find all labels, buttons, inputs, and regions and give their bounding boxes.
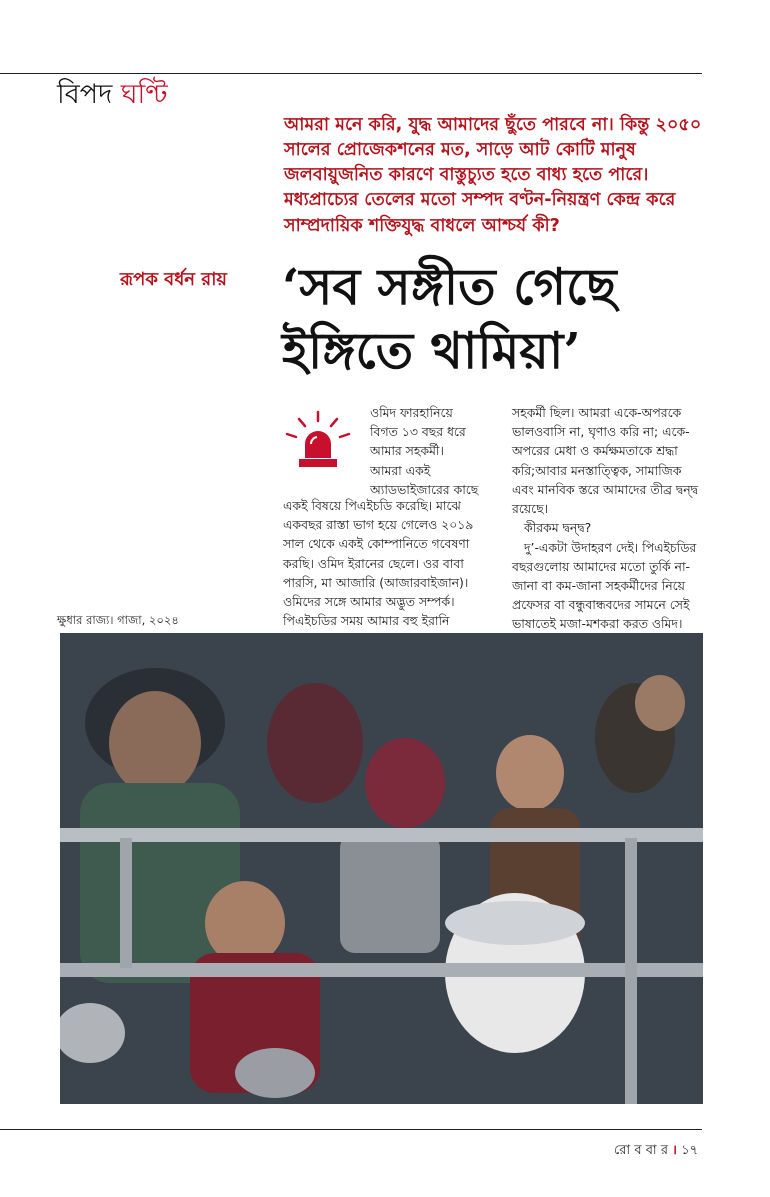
intro-line: আমরা একই [370, 462, 431, 478]
photo-caption: ক্ষুধার রাজ্য। গাজা, ২০২৪ [57, 613, 179, 627]
col2-paragraph-1: সহকর্মী ছিল। আমরা একে-অপরকে ভালওবাসি না, ঘৃণাও করি না; একে-অপরের মেধা ও কর্মক্ষমতাকে শ্রদ্ধা করি;আবার মনস্তাত্ত্বিক, সামাজিক এবং মানবিক স্তরে আমাদের তীব্র দ্বন্দ্ব রয়েছে। [512, 405, 699, 517]
article-headline [282, 255, 712, 382]
col2-question: কীরকম দ্বন্দ্ব? [524, 520, 592, 536]
siren-icon [283, 410, 353, 474]
headline-line-1: ‘সব সঙ্গীত গেছে [282, 257, 617, 316]
publication-name: রো ব বা র [614, 1143, 668, 1158]
author-byline: রূপক বর্ধন রায় [120, 269, 228, 290]
intro-line: বিগত ১৩ বছর ধরে [370, 424, 466, 440]
article-photo [60, 633, 703, 1104]
article-deck: আমরা মনে করি, যুদ্ধ আমাদের ছুঁতে পারবে না। কিন্তু ২০৫০ সালের প্রোজেকশনের মত, সাড়ে আট কোটি মানুষ জলবায়ুজনিত কারণে বাস্তুচ্যুত হতে বাধ্য হতে পারে। মধ্যপ্রাচ্যের তেলের মতো সম্পদ বণ্টন-নিয়ন্ত্রণ কেন্দ্র করে সাম্প্রদায়িক শক্তিযুদ্ধ বাধলে আশ্চর্য কী? [284, 115, 702, 236]
page-number: ১৭ [681, 1143, 699, 1158]
article-intro-column [370, 403, 498, 499]
intro-line: ওমিদ ফারহানিয়ে [370, 405, 453, 420]
article-column-1: একই বিষয়ে পিএইচডি করেছি। মাঝে একবছর রাস্তা ভাগ হয়ে গেলেও ২০১৯ সাল থেকে একই কোম্পানিতে গবেষণা করছি। ওমিদ ইরানের ছেলে। ওর বাবা পারসি, মা আজারি (আজারবাইজান)। ওমিদের সঙ্গে আমার অদ্ভুত সম্পর্ক। পিএইচডির সময় আমার বহু ইরানি [283, 498, 474, 629]
section-title-word1: বিপদ [57, 79, 113, 110]
bottom-rule [0, 1129, 702, 1130]
col2-paragraph-3: দু’-একটা উদাহরণ দেই। পিএইচডির বছরগুলোয় আমাদের মতো তুর্কি না-জানা বা কম-জানা সহকর্মীদের নিয়ে প্রফেসর বা বন্ধুবান্ধবদের সামনে সেই ভাষাতেই মজা-মশকরা করত ওমিদ। [512, 539, 697, 632]
intro-line: অ্যাডভাইজারের কাছে [370, 481, 479, 497]
footer-separator: । [672, 1143, 678, 1158]
intro-line: আমার সহকর্মী। [370, 443, 444, 459]
headline-line-2: ইঙ্গিতে থামিয়া’ [282, 320, 581, 380]
page-footer [614, 1140, 698, 1162]
section-title-word2: ঘণ্টি [120, 79, 168, 110]
section-title [57, 80, 168, 110]
top-rule [0, 73, 702, 74]
article-column-2 [512, 403, 707, 653]
